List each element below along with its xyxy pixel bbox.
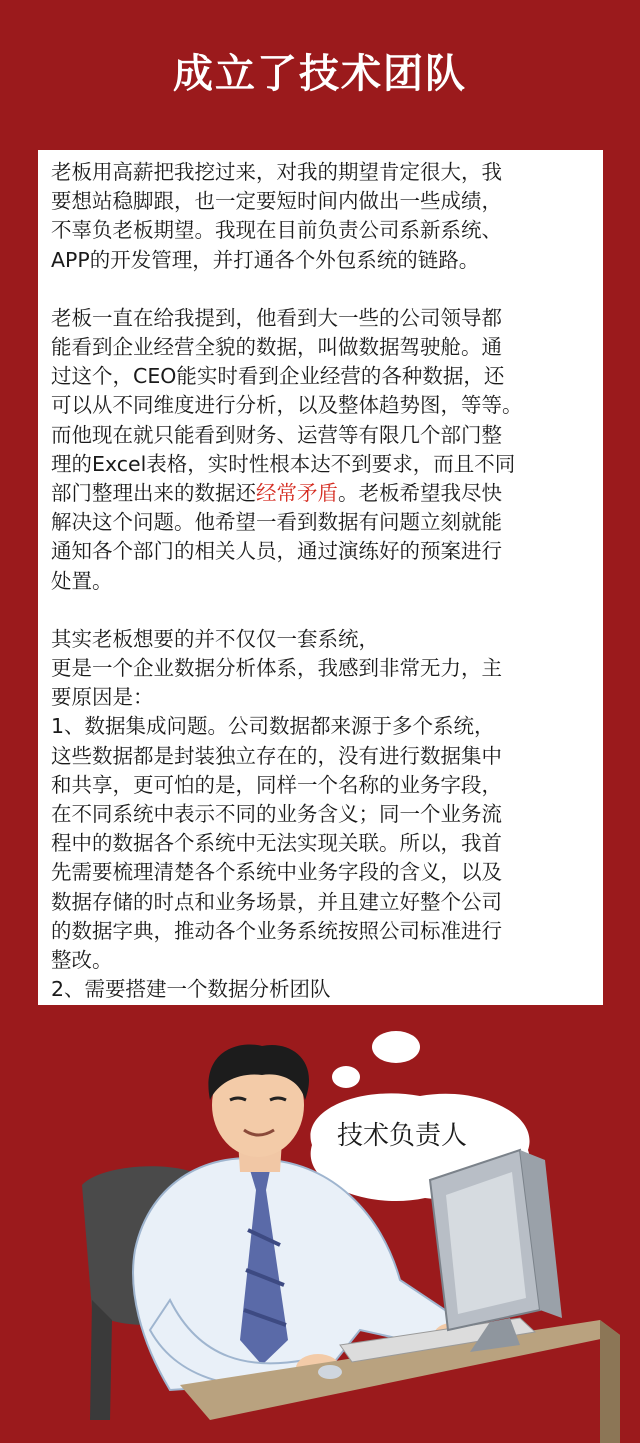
thought-bubble-label: 技术负责人 — [337, 1121, 468, 1151]
paragraph-problems: 其实老板想要的并不仅仅一套系统， 更是一个企业数据分析体系，我感到非常无力，主 要原因是： 1、数据集成问题。公司数据都来源于多个系统， 这些数据都是封装独立存在的，没有进行数据集中 和共享，更可怕的是，同样一个名称的业务字段， 在不同系统中表示不同的业务含义；同一个业务流 程中的数据各个系统中无法实现关联。所以，我首 先需要梳理清楚各个系统中业务字段的含义，以及 数据存储的时点和业务场景，并且建立好整个公司 的数据字典，推动各个业务系统按照公司标准进行 整改。 2、需要搭建一个数据分析团队 — [51, 626, 502, 1002]
tech-lead-illustration — [0, 1005, 640, 1443]
article-card — [38, 150, 603, 1005]
paragraph-intro: 老板用高薪把我挖过来，对我的期望肯定很大，我 要想站稳脚跟，也一定要短时间内做出一些成绩， 不辜负老板期望。我现在目前负责公司系新系统、 APP的开发管理，并打通各个外包系统的链路。 — [51, 160, 502, 272]
page-title: 成立了技术团队 — [173, 51, 467, 97]
highlighted-phrase: 经常矛盾 — [256, 481, 338, 506]
paragraph-data-cockpit — [51, 304, 595, 596]
thought-bubble-medium — [372, 1031, 420, 1063]
paragraph-text: 。老板希望我尽快 解决这个问题。他希望一看到数据有问题立刻就能 通知各个部门的相关人员，通过演练好的预案进行 处置。 — [51, 481, 502, 593]
paragraph-text: 老板一直在给我提到，他看到大一些的公司领导都 能看到企业经营全貌的数据，叫做数据驾驶舱。通 过这个，CEO能实时看到企业经营的各种数据，还 可以从不同维度进行分析，以及整体趋势图，等等。 而他现在就只能看到财务、运营等有限几个部门整 理的Excel表格，实时性根本达不到要求，而且不同 部门整理出来的数据还 — [51, 305, 523, 506]
mouse-icon — [318, 1365, 342, 1379]
thought-bubble-small — [332, 1066, 360, 1088]
